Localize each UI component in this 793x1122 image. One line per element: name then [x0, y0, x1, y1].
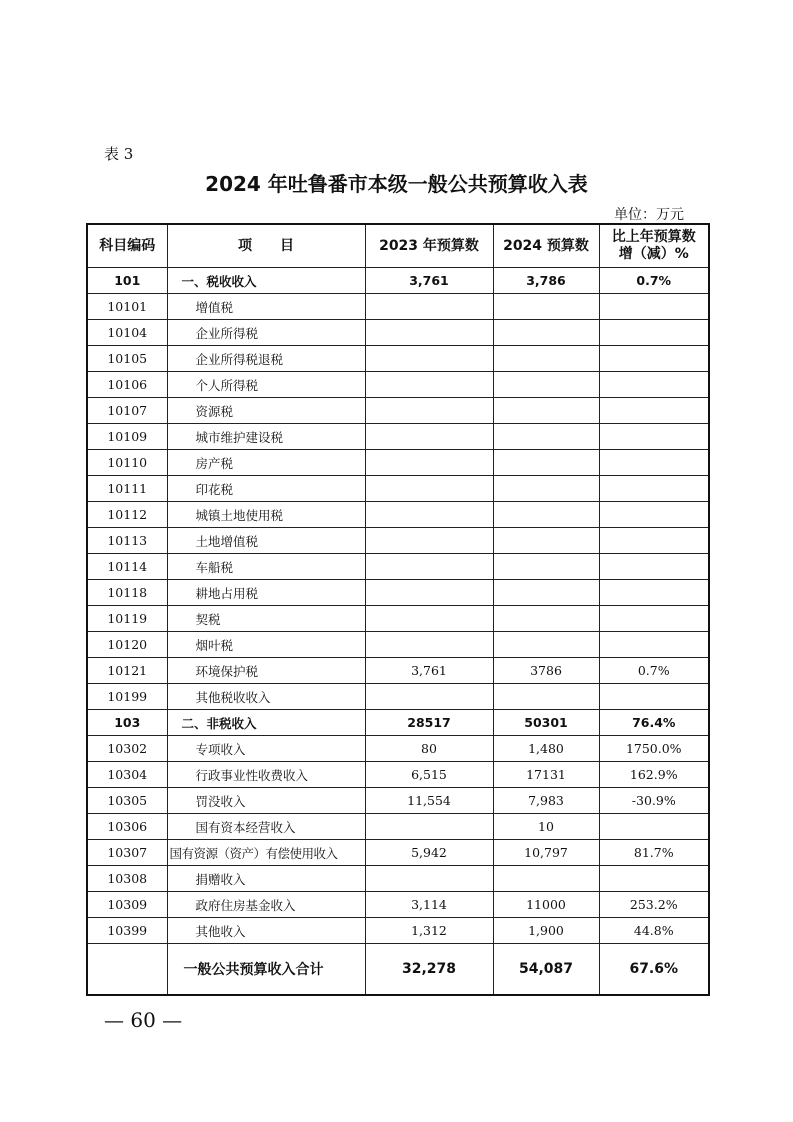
- row-name: 行政事业性收费收入: [167, 762, 365, 788]
- table-row: [87, 918, 709, 944]
- row-code: 10305: [87, 788, 167, 814]
- row-2024-budget: [493, 580, 599, 606]
- row-change: [599, 294, 709, 320]
- row-code: 10309: [87, 892, 167, 918]
- row-2024-budget: 10: [493, 814, 599, 840]
- row-code: 10101: [87, 294, 167, 320]
- row-code: 10106: [87, 372, 167, 398]
- row-code: 10308: [87, 866, 167, 892]
- row-2024-budget: [493, 398, 599, 424]
- row-2024-budget: 7,983: [493, 788, 599, 814]
- header-change-line2: 增（减）%: [618, 246, 689, 262]
- header-code: 科目编码: [87, 224, 167, 268]
- header-2023-budget: 2023 年预算数: [365, 224, 493, 268]
- row-2023-budget: 1,312: [365, 918, 493, 944]
- page-title: 2024 年吐鲁番市本级一般公共预算收入表: [205, 172, 588, 196]
- row-2023-budget: [365, 528, 493, 554]
- row-2023-budget: [365, 580, 493, 606]
- row-2023-budget: [365, 476, 493, 502]
- header-row: [87, 224, 709, 268]
- table-row: [87, 684, 709, 710]
- row-2023-budget: [365, 554, 493, 580]
- row-code: 10112: [87, 502, 167, 528]
- row-2023-budget: 5,942: [365, 840, 493, 866]
- row-2024-budget: 3,786: [493, 268, 599, 294]
- total-change: 67.6%: [599, 944, 709, 996]
- row-code: 103: [87, 710, 167, 736]
- row-change: [599, 398, 709, 424]
- row-change: [599, 580, 709, 606]
- table-row: [87, 294, 709, 320]
- row-name: 专项收入: [167, 736, 365, 762]
- row-2024-budget: 10,797: [493, 840, 599, 866]
- table-row: [87, 762, 709, 788]
- total-2023: 32,278: [365, 944, 493, 996]
- row-change: 81.7%: [599, 840, 709, 866]
- row-name: 政府住房基金收入: [167, 892, 365, 918]
- row-change: 162.9%: [599, 762, 709, 788]
- row-name: 其他税收收入: [167, 684, 365, 710]
- row-2024-budget: [493, 346, 599, 372]
- row-2023-budget: [365, 320, 493, 346]
- unit-label: 单位：万元: [614, 207, 684, 223]
- row-change: [599, 450, 709, 476]
- row-change: 1750.0%: [599, 736, 709, 762]
- table-row: [87, 710, 709, 736]
- row-name: 耕地占用税: [167, 580, 365, 606]
- row-change: [599, 632, 709, 658]
- row-2023-budget: 6,515: [365, 762, 493, 788]
- table-row: [87, 736, 709, 762]
- row-2024-budget: [493, 632, 599, 658]
- row-code: 10114: [87, 554, 167, 580]
- row-2023-budget: [365, 684, 493, 710]
- row-2023-budget: [365, 632, 493, 658]
- total-row: [87, 944, 709, 996]
- row-code: 10302: [87, 736, 167, 762]
- row-name: 二、非税收入: [167, 710, 365, 736]
- header-2024-budget: 2024 预算数: [493, 224, 599, 268]
- row-change: [599, 606, 709, 632]
- row-2024-budget: 1,480: [493, 736, 599, 762]
- row-name: 个人所得税: [167, 372, 365, 398]
- row-change: [599, 424, 709, 450]
- row-2024-budget: [493, 502, 599, 528]
- table-row: [87, 424, 709, 450]
- table-row: [87, 346, 709, 372]
- row-2023-budget: [365, 450, 493, 476]
- row-2024-budget: [493, 554, 599, 580]
- row-2023-budget: [365, 424, 493, 450]
- row-change: [599, 554, 709, 580]
- row-name: 契税: [167, 606, 365, 632]
- row-name: 捐赠收入: [167, 866, 365, 892]
- row-code: 10110: [87, 450, 167, 476]
- row-name: 城镇土地使用税: [167, 502, 365, 528]
- row-change: [599, 346, 709, 372]
- row-2024-budget: 11000: [493, 892, 599, 918]
- row-2024-budget: [493, 528, 599, 554]
- row-code: 10399: [87, 918, 167, 944]
- row-name: 土地增值税: [167, 528, 365, 554]
- row-name: 其他收入: [167, 918, 365, 944]
- table-row: [87, 866, 709, 892]
- total-name: 一般公共预算收入合计: [167, 944, 365, 996]
- row-name: 环境保护税: [167, 658, 365, 684]
- row-name: 资源税: [167, 398, 365, 424]
- row-code: 10118: [87, 580, 167, 606]
- row-2023-budget: [365, 606, 493, 632]
- row-code: 10120: [87, 632, 167, 658]
- row-change: 44.8%: [599, 918, 709, 944]
- row-2024-budget: [493, 476, 599, 502]
- row-change: [599, 502, 709, 528]
- row-code: 10113: [87, 528, 167, 554]
- row-change: [599, 684, 709, 710]
- row-2024-budget: 17131: [493, 762, 599, 788]
- row-name: 国有资源（资产）有偿使用收入: [167, 840, 365, 866]
- row-code: 10199: [87, 684, 167, 710]
- table-row: [87, 450, 709, 476]
- header-change: [599, 224, 709, 268]
- row-2024-budget: [493, 424, 599, 450]
- row-2024-budget: [493, 372, 599, 398]
- table-row: [87, 658, 709, 684]
- row-2023-budget: 11,554: [365, 788, 493, 814]
- table-row: [87, 840, 709, 866]
- row-code: 10306: [87, 814, 167, 840]
- row-code: 10107: [87, 398, 167, 424]
- row-code: 10104: [87, 320, 167, 346]
- row-name: 房产税: [167, 450, 365, 476]
- table-row: [87, 476, 709, 502]
- table-row: [87, 632, 709, 658]
- row-code: 10119: [87, 606, 167, 632]
- row-change: [599, 814, 709, 840]
- row-change: 0.7%: [599, 658, 709, 684]
- row-2023-budget: 3,761: [365, 268, 493, 294]
- row-2024-budget: 50301: [493, 710, 599, 736]
- row-2023-budget: 80: [365, 736, 493, 762]
- table-row: [87, 268, 709, 294]
- row-change: [599, 866, 709, 892]
- row-2024-budget: 1,900: [493, 918, 599, 944]
- table-label: 表 3: [104, 145, 134, 163]
- table-row: [87, 606, 709, 632]
- table-row: [87, 528, 709, 554]
- row-name: 企业所得税退税: [167, 346, 365, 372]
- row-change: [599, 372, 709, 398]
- row-change: [599, 320, 709, 346]
- row-name: 一、税收收入: [167, 268, 365, 294]
- total-2024: 54,087: [493, 944, 599, 996]
- table-body: [87, 268, 709, 944]
- row-name: 烟叶税: [167, 632, 365, 658]
- row-change: [599, 528, 709, 554]
- row-code: 10307: [87, 840, 167, 866]
- row-2024-budget: [493, 866, 599, 892]
- row-code: 10105: [87, 346, 167, 372]
- row-name: 企业所得税: [167, 320, 365, 346]
- table-row: [87, 788, 709, 814]
- row-2023-budget: [365, 814, 493, 840]
- row-2023-budget: [365, 346, 493, 372]
- row-change: 0.7%: [599, 268, 709, 294]
- row-2023-budget: 3,114: [365, 892, 493, 918]
- row-2024-budget: [493, 320, 599, 346]
- row-2024-budget: [493, 450, 599, 476]
- row-name: 增值税: [167, 294, 365, 320]
- table-row: [87, 580, 709, 606]
- header-change-line1: 比上年预算数: [611, 229, 696, 245]
- table-row: [87, 554, 709, 580]
- row-2023-budget: 3,761: [365, 658, 493, 684]
- row-change: 76.4%: [599, 710, 709, 736]
- row-2024-budget: 3786: [493, 658, 599, 684]
- row-code: 10304: [87, 762, 167, 788]
- table-row: [87, 502, 709, 528]
- row-change: -30.9%: [599, 788, 709, 814]
- table-row: [87, 814, 709, 840]
- row-code: 10109: [87, 424, 167, 450]
- row-2024-budget: [493, 294, 599, 320]
- row-2023-budget: [365, 398, 493, 424]
- row-2024-budget: [493, 684, 599, 710]
- table-row: [87, 892, 709, 918]
- budget-table: [86, 223, 710, 996]
- row-2024-budget: [493, 606, 599, 632]
- row-name: 罚没收入: [167, 788, 365, 814]
- row-2023-budget: [365, 502, 493, 528]
- total-code: [87, 944, 167, 996]
- row-name: 城市维护建设税: [167, 424, 365, 450]
- row-code: 10111: [87, 476, 167, 502]
- row-name: 印花税: [167, 476, 365, 502]
- table-row: [87, 320, 709, 346]
- row-2023-budget: [365, 372, 493, 398]
- row-change: 253.2%: [599, 892, 709, 918]
- row-name: 国有资本经营收入: [167, 814, 365, 840]
- table-row: [87, 398, 709, 424]
- row-code: 101: [87, 268, 167, 294]
- table-row: [87, 372, 709, 398]
- row-2023-budget: 28517: [365, 710, 493, 736]
- row-2023-budget: [365, 294, 493, 320]
- row-name: 车船税: [167, 554, 365, 580]
- header-item: 项 目: [167, 224, 365, 268]
- page-number: — 60 —: [104, 1008, 183, 1032]
- row-change: [599, 476, 709, 502]
- row-code: 10121: [87, 658, 167, 684]
- row-2023-budget: [365, 866, 493, 892]
